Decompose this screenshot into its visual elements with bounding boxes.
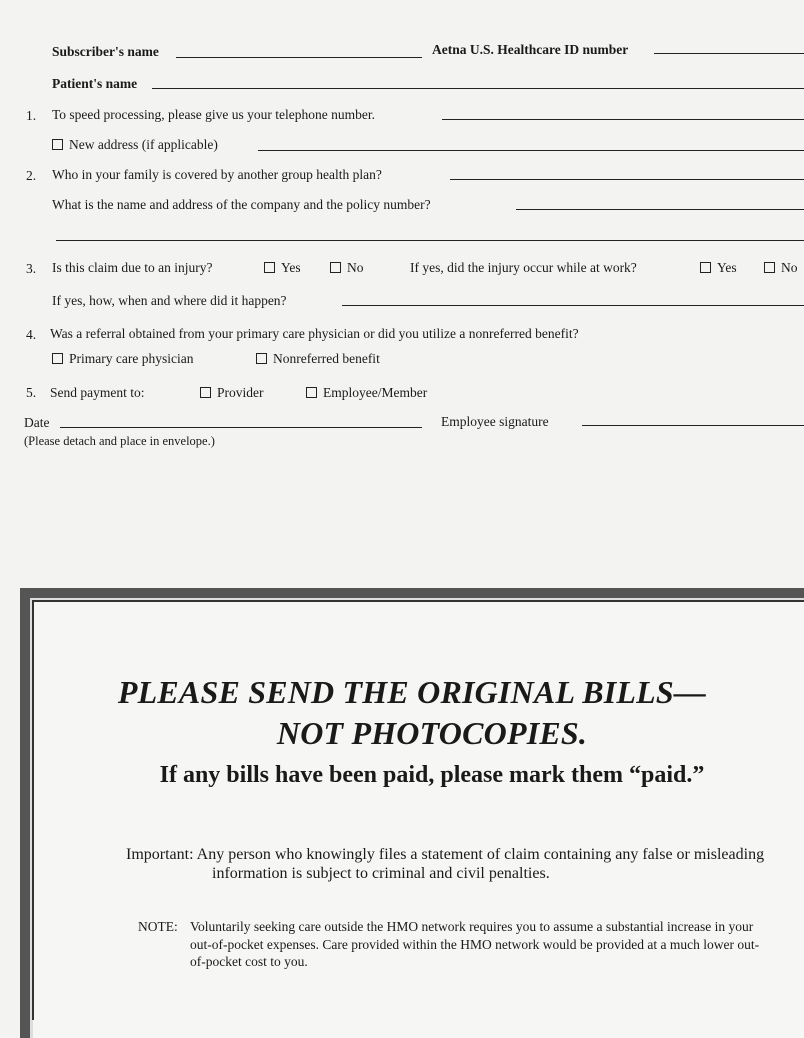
panel-divider: [32, 600, 804, 602]
injury-no-label: No: [347, 260, 364, 275]
notice-subheadline: If any bills have been paid, please mark them “paid.”: [159, 762, 705, 788]
note-text: Voluntarily seeking care outside the HMO network requires you to assume a substantial increase in your out-of-pocket expenses. Care provided within the HMO network would be provided at a much lower out-of-pocket cost to you.: [190, 919, 760, 969]
new-address-option[interactable]: [52, 137, 218, 153]
date-field[interactable]: [60, 427, 422, 428]
q5-text: Send payment to:: [50, 385, 145, 400]
pcp-label: Primary care physician: [69, 351, 194, 366]
q4-text: Was a referral obtained from your primary care physician or did you utilize a nonreferred benefit?: [50, 326, 579, 341]
notice-headline-line2: NOT PHOTOCOPIES.: [276, 715, 588, 751]
injury-details-field[interactable]: [342, 305, 804, 306]
important-text: Important: Any person who knowingly files a statement of claim containing any false or misleading information is subject to criminal and civil penalties.: [126, 846, 765, 882]
nonreferred-option[interactable]: [256, 351, 380, 367]
new-address-label: New address (if applicable): [69, 137, 218, 152]
patient-name-label: Patient's name: [52, 76, 138, 91]
notice-panel: [20, 588, 804, 1038]
injury-yes-option[interactable]: [264, 260, 301, 276]
detach-note: (Please detach and place in envelope.): [24, 434, 215, 448]
patient-name-field[interactable]: [152, 88, 804, 89]
q1-text: To speed processing, please give us your telephone number.: [52, 107, 375, 122]
member-option[interactable]: [306, 385, 427, 401]
notice-headline-line1: PLEASE SEND THE ORIGINAL BILLS—: [117, 674, 707, 710]
q1-number: 1.: [26, 108, 37, 123]
q4-number: 4.: [26, 327, 37, 342]
subscriber-name-label: Subscriber's name: [52, 44, 159, 59]
q3-text: Is this claim due to an injury?: [52, 260, 213, 275]
subscriber-name-field[interactable]: [176, 57, 422, 58]
work-yes-label: Yes: [717, 260, 737, 275]
hmo-note: [138, 918, 778, 971]
company-field-line2[interactable]: [56, 240, 804, 241]
q2-followup: What is the name and address of the company and the policy number?: [52, 197, 431, 212]
pcp-option[interactable]: [52, 351, 193, 367]
date-label: Date: [24, 415, 50, 430]
panel-divider-vertical: [32, 600, 34, 1020]
work-no-label: No: [781, 260, 798, 275]
work-injury-question: If yes, did the injury occur while at work?: [410, 260, 637, 275]
provider-checkbox[interactable]: [200, 387, 211, 398]
injury-no-option[interactable]: [330, 260, 364, 276]
q5-number: 5.: [26, 385, 37, 400]
id-number-label: Aetna U.S. Healthcare ID number: [432, 42, 629, 57]
injury-no-checkbox[interactable]: [330, 262, 341, 273]
work-no-checkbox[interactable]: [764, 262, 775, 273]
signature-label: Employee signature: [441, 414, 549, 429]
important-notice: [126, 845, 786, 883]
pcp-checkbox[interactable]: [52, 353, 63, 364]
new-address-field[interactable]: [258, 150, 804, 151]
work-yes-option[interactable]: [700, 260, 737, 276]
company-field[interactable]: [516, 209, 804, 210]
member-checkbox[interactable]: [306, 387, 317, 398]
work-yes-checkbox[interactable]: [700, 262, 711, 273]
new-address-checkbox[interactable]: [52, 139, 63, 150]
injury-yes-checkbox[interactable]: [264, 262, 275, 273]
q2-number: 2.: [26, 168, 37, 183]
work-no-option[interactable]: [764, 260, 798, 276]
injury-yes-label: Yes: [281, 260, 301, 275]
id-number-field[interactable]: [654, 53, 804, 54]
member-label: Employee/Member: [323, 385, 428, 400]
q2-text: Who in your family is covered by another group health plan?: [52, 167, 382, 182]
provider-option[interactable]: [200, 385, 264, 401]
provider-label: Provider: [217, 385, 264, 400]
nonreferred-checkbox[interactable]: [256, 353, 267, 364]
q3-number: 3.: [26, 261, 37, 276]
q3-followup: If yes, how, when and where did it happen?: [52, 293, 287, 308]
note-label: NOTE:: [138, 919, 178, 934]
other-plan-field[interactable]: [450, 179, 804, 180]
signature-field[interactable]: [582, 425, 804, 426]
telephone-field[interactable]: [442, 119, 804, 120]
nonreferred-label: Nonreferred benefit: [273, 351, 380, 366]
